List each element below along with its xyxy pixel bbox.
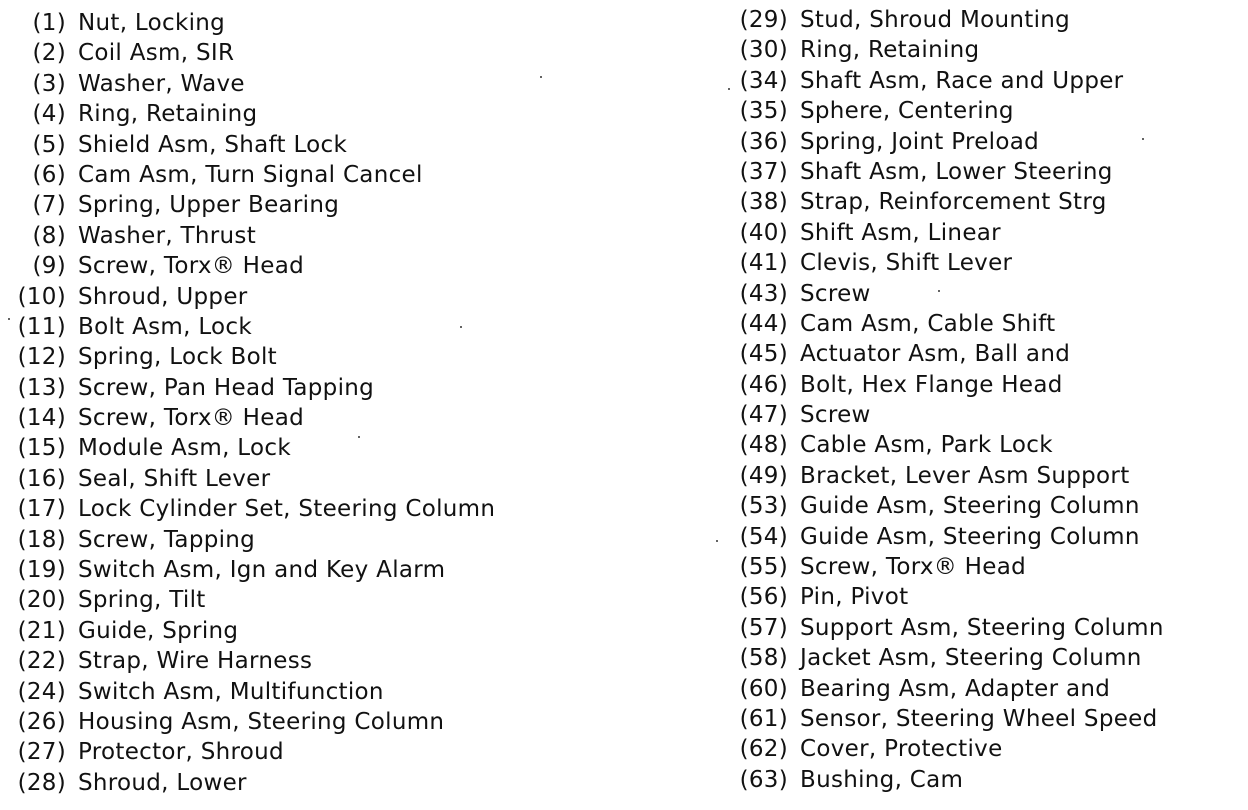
part-number: (37) — [739, 158, 788, 185]
part-row — [14, 99, 634, 129]
part-row — [14, 433, 634, 463]
part-number: (7) — [32, 192, 66, 219]
part-row — [732, 765, 1232, 795]
part-row — [732, 370, 1232, 400]
part-number: (48) — [739, 432, 788, 459]
parts-list-left — [14, 8, 634, 798]
part-number: (14) — [17, 405, 66, 432]
part-row — [732, 400, 1232, 430]
part-number: (57) — [739, 614, 788, 641]
part-row — [14, 8, 634, 38]
part-number: (38) — [739, 189, 788, 216]
part-number: (61) — [739, 705, 788, 732]
part-row — [14, 555, 634, 585]
part-row — [14, 373, 634, 403]
part-number: (60) — [739, 675, 788, 702]
part-row — [732, 430, 1232, 460]
part-row — [14, 403, 634, 433]
part-number: (3) — [32, 70, 66, 97]
part-name: Support Asm, Steering Column — [800, 614, 1164, 641]
part-row — [14, 130, 634, 160]
part-number: (36) — [739, 128, 788, 155]
part-name: Shaft Asm, Race and Upper — [800, 67, 1124, 94]
part-number: (16) — [17, 465, 66, 492]
part-name: Screw, Torx® Head — [78, 405, 304, 432]
part-number: (55) — [739, 554, 788, 581]
part-row — [14, 707, 634, 737]
part-row — [14, 342, 634, 372]
part-number: (34) — [739, 67, 788, 94]
part-row — [732, 582, 1232, 612]
part-name: Screw, Pan Head Tapping — [78, 374, 375, 401]
parts-list-right — [732, 5, 1232, 795]
part-number: (44) — [739, 310, 788, 337]
part-name: Cam Asm, Cable Shift — [800, 310, 1056, 337]
part-name: Strap, Reinforcement Strg — [800, 189, 1107, 216]
part-number: (26) — [17, 708, 66, 735]
part-number: (47) — [739, 402, 788, 429]
part-number: (53) — [739, 493, 788, 520]
part-name: Cover, Protective — [800, 736, 1003, 763]
part-row — [14, 525, 634, 555]
part-row — [732, 704, 1232, 734]
part-row — [732, 339, 1232, 369]
part-name: Clevis, Shift Lever — [800, 250, 1013, 277]
part-number: (21) — [17, 617, 66, 644]
part-row — [732, 157, 1232, 187]
part-number: (49) — [739, 462, 788, 489]
part-row — [14, 677, 634, 707]
part-row — [14, 251, 634, 281]
part-name: Housing Asm, Steering Column — [78, 708, 445, 735]
part-number: (10) — [17, 283, 66, 310]
part-row — [14, 221, 634, 251]
part-name: Switch Asm, Multifunction — [78, 678, 384, 705]
part-number: (12) — [17, 344, 66, 371]
part-name: Bearing Asm, Adapter and — [800, 675, 1111, 702]
part-number: (5) — [32, 131, 66, 158]
part-name: Bushing, Cam — [800, 766, 964, 793]
part-name: Screw, Torx® Head — [78, 253, 304, 280]
part-name: Cam Asm, Turn Signal Cancel — [78, 161, 423, 188]
part-name: Washer, Thrust — [78, 222, 257, 249]
part-row — [14, 69, 634, 99]
part-name: Guide Asm, Steering Column — [800, 493, 1140, 520]
scan-speck — [8, 318, 10, 320]
part-row — [732, 5, 1232, 35]
part-row — [732, 218, 1232, 248]
part-number: (54) — [739, 523, 788, 550]
part-number: (11) — [17, 313, 66, 340]
part-number: (18) — [17, 526, 66, 553]
part-number: (46) — [739, 371, 788, 398]
part-row — [732, 66, 1232, 96]
part-row — [732, 96, 1232, 126]
part-name: Ring, Retaining — [800, 37, 980, 64]
part-row — [14, 464, 634, 494]
part-number: (28) — [17, 769, 66, 796]
part-number: (22) — [17, 648, 66, 675]
part-name: Bolt Asm, Lock — [78, 313, 252, 340]
part-row — [14, 616, 634, 646]
scan-speck — [460, 326, 462, 328]
part-name: Screw — [800, 402, 871, 429]
part-number: (19) — [17, 557, 66, 584]
part-row — [732, 643, 1232, 673]
part-name: Shield Asm, Shaft Lock — [78, 131, 348, 158]
part-row — [732, 35, 1232, 65]
part-number: (43) — [739, 280, 788, 307]
scan-speck — [1142, 138, 1144, 140]
part-name: Sensor, Steering Wheel Speed — [800, 705, 1158, 732]
part-number: (45) — [739, 341, 788, 368]
part-name: Spring, Lock Bolt — [78, 344, 277, 371]
part-row — [14, 494, 634, 524]
part-number: (1) — [32, 10, 66, 36]
part-number: (8) — [32, 222, 66, 249]
part-row — [14, 282, 634, 312]
scan-speck — [716, 540, 718, 542]
part-name: Guide, Spring — [78, 617, 239, 644]
part-name: Strap, Wire Harness — [78, 648, 313, 675]
part-name: Screw, Torx® Head — [800, 554, 1026, 581]
part-row — [14, 768, 634, 798]
part-number: (29) — [739, 7, 788, 33]
part-number: (63) — [739, 766, 788, 793]
part-number: (20) — [17, 587, 66, 614]
part-name: Jacket Asm, Steering Column — [800, 645, 1142, 672]
part-name: Guide Asm, Steering Column — [800, 523, 1140, 550]
part-name: Washer, Wave — [78, 70, 245, 97]
part-row — [14, 38, 634, 68]
part-number: (62) — [739, 736, 788, 763]
part-row — [732, 127, 1232, 157]
part-row — [14, 585, 634, 615]
part-row — [732, 674, 1232, 704]
part-name: Lock Cylinder Set, Steering Column — [78, 496, 496, 523]
part-name: Shift Asm, Linear — [800, 219, 1001, 246]
part-number: (15) — [17, 435, 66, 462]
part-name: Cable Asm, Park Lock — [800, 432, 1053, 459]
part-name: Nut, Locking — [78, 10, 226, 36]
part-name: Actuator Asm, Ball and — [800, 341, 1071, 368]
part-row — [732, 552, 1232, 582]
part-row — [732, 613, 1232, 643]
part-name: Shroud, Lower — [78, 769, 247, 796]
part-name: Bolt, Hex Flange Head — [800, 371, 1063, 398]
part-name: Protector, Shroud — [78, 739, 284, 766]
part-name: Pin, Pivot — [800, 584, 909, 611]
part-number: (27) — [17, 739, 66, 766]
part-number: (35) — [739, 98, 788, 125]
part-number: (56) — [739, 584, 788, 611]
part-row — [14, 160, 634, 190]
part-number: (13) — [17, 374, 66, 401]
part-row — [14, 646, 634, 676]
part-name: Ring, Retaining — [78, 101, 258, 128]
part-number: (4) — [32, 101, 66, 128]
part-row — [732, 522, 1232, 552]
part-name: Spring, Joint Preload — [800, 128, 1040, 155]
part-number: (17) — [17, 496, 66, 523]
scan-speck — [728, 88, 730, 90]
part-name: Module Asm, Lock — [78, 435, 291, 462]
part-row — [14, 190, 634, 220]
part-name: Spring, Tilt — [78, 587, 206, 614]
part-number: (41) — [739, 250, 788, 277]
part-name: Spring, Upper Bearing — [78, 192, 340, 219]
part-row — [732, 734, 1232, 764]
part-number: (30) — [739, 37, 788, 64]
part-name: Screw, Tapping — [78, 526, 256, 553]
scan-speck — [938, 290, 940, 292]
part-name: Switch Asm, Ign and Key Alarm — [78, 557, 446, 584]
part-row — [732, 279, 1232, 309]
scan-speck — [540, 76, 542, 78]
part-number: (6) — [32, 161, 66, 188]
part-row — [732, 491, 1232, 521]
part-name: Screw — [800, 280, 871, 307]
part-row — [14, 312, 634, 342]
part-row — [732, 309, 1232, 339]
part-name: Shroud, Upper — [78, 283, 248, 310]
part-row — [732, 187, 1232, 217]
part-name: Bracket, Lever Asm Support — [800, 462, 1130, 489]
part-row — [14, 737, 634, 767]
part-number: (9) — [32, 253, 66, 280]
part-name: Seal, Shift Lever — [78, 465, 271, 492]
part-row — [732, 461, 1232, 491]
scan-speck — [358, 436, 360, 438]
part-number: (40) — [739, 219, 788, 246]
part-name: Shaft Asm, Lower Steering — [800, 158, 1113, 185]
part-number: (2) — [32, 40, 66, 67]
part-number: (24) — [17, 678, 66, 705]
part-name: Sphere, Centering — [800, 98, 1014, 125]
part-row — [732, 248, 1232, 278]
part-number: (58) — [739, 645, 788, 672]
part-name: Stud, Shroud Mounting — [800, 7, 1071, 33]
part-name: Coil Asm, SIR — [78, 40, 235, 67]
